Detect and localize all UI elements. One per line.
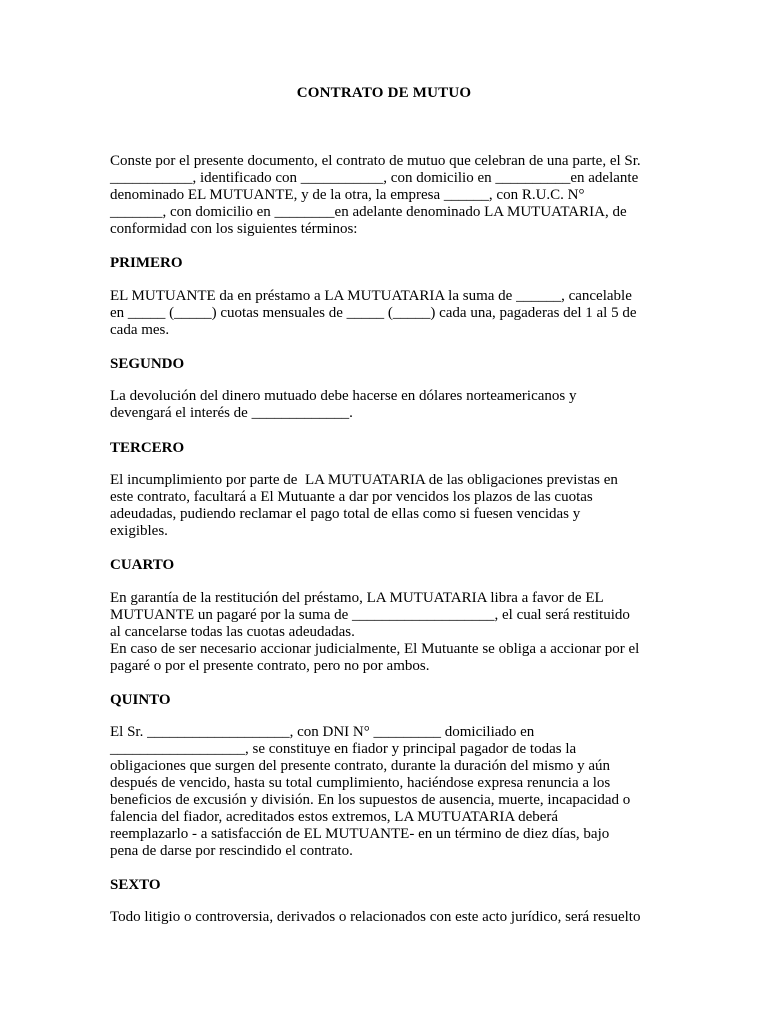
- paragraph-line: La devolución del dinero mutuado debe hacerse en dólares norteamericanos y: [110, 388, 577, 404]
- paragraph-line: pagaré o por el presente contrato, pero no por ambos.: [110, 658, 430, 674]
- paragraph-line: adeudadas, pudiendo reclamar el pago total de ellas como si fuesen vencidas y: [110, 506, 581, 522]
- paragraph-line: devengará el interés de _____________.: [110, 405, 353, 421]
- section-body-segundo: [110, 388, 670, 422]
- section-body-tercero: [110, 472, 670, 540]
- document-title: CONTRATO DE MUTUO: [296, 85, 472, 101]
- intro-line: _______, con domicilio en ________en adelante denominado LA MUTUATARIA, de: [110, 204, 627, 220]
- section-heading-tercero: TERCERO: [110, 440, 185, 456]
- section-body-cuarto: [110, 590, 670, 675]
- paragraph-line: reemplazarlo - a satisfacción de EL MUTUANTE- en un término de diez días, bajo: [110, 826, 610, 842]
- paragraph-line: Todo litigio o controversia, derivados o relacionados con este acto jurídico, será resuelto: [110, 909, 641, 925]
- paragraph-line: este contrato, facultará a El Mutuante a dar por vencidos los plazos de las cuotas: [110, 489, 593, 505]
- section-body-primero: [110, 288, 670, 339]
- paragraph-line: El Sr. ___________________, con DNI N° _________ domiciliado en: [110, 724, 535, 740]
- intro-line: Conste por el presente documento, el contrato de mutuo que celebran de una parte, el Sr.: [110, 153, 641, 169]
- paragraph-line: exigibles.: [110, 523, 168, 539]
- section-heading-primero: PRIMERO: [110, 255, 183, 271]
- paragraph-line: El incumplimiento por parte de LA MUTUATARIA de las obligaciones previstas en: [110, 472, 618, 488]
- section-body-quinto: [110, 724, 670, 860]
- intro-line: ___________, identificado con ___________, con domicilio en __________en adelante: [110, 170, 639, 186]
- paragraph-line: obligaciones que surgen del presente contrato, durante la duración del mismo y aún: [110, 758, 610, 774]
- intro-paragraph: [110, 153, 670, 238]
- paragraph-line: en _____ (_____) cuotas mensuales de _____ (_____) cada una, pagaderas del 1 al 5 de: [110, 305, 637, 321]
- paragraph-line: después de vencido, hasta su total cumplimiento, haciéndose expresa renuncia a los: [110, 775, 611, 791]
- paragraph-line: cada mes.: [110, 322, 170, 338]
- paragraph-line: En caso de ser necesario accionar judicialmente, El Mutuante se obliga a accionar por el: [110, 641, 640, 657]
- section-heading-cuarto: CUARTO: [110, 557, 175, 573]
- paragraph-line: falencia del fiador, acreditados estos extremos, LA MUTUATARIA deberá: [110, 809, 559, 825]
- section-heading-quinto: QUINTO: [110, 692, 171, 708]
- paragraph-line: beneficios de excusión y división. En los supuestos de ausencia, muerte, incapacidad o: [110, 792, 631, 808]
- paragraph-line: pena de darse por rescindido el contrato.: [110, 843, 353, 859]
- section-body-sexto: [110, 909, 670, 926]
- paragraph-line: EL MUTUANTE da en préstamo a LA MUTUATARIA la suma de ______, cancelable: [110, 288, 632, 304]
- intro-line: conformidad con los siguientes términos:: [110, 221, 358, 237]
- section-heading-sexto: SEXTO: [110, 877, 161, 893]
- paragraph-line: __________________, se constituye en fiador y principal pagador de todas la: [110, 741, 577, 757]
- paragraph-line: al cancelarse todas las cuotas adeudadas.: [110, 624, 355, 640]
- paragraph-line: MUTUANTE un pagaré por la suma de ___________________, el cual será restituido: [110, 607, 630, 623]
- intro-line: denominado EL MUTUANTE, y de la otra, la empresa ______, con R.U.C. N°: [110, 187, 585, 203]
- paragraph-line: En garantía de la restitución del préstamo, LA MUTUATARIA libra a favor de EL: [110, 590, 604, 606]
- section-heading-segundo: SEGUNDO: [110, 356, 185, 372]
